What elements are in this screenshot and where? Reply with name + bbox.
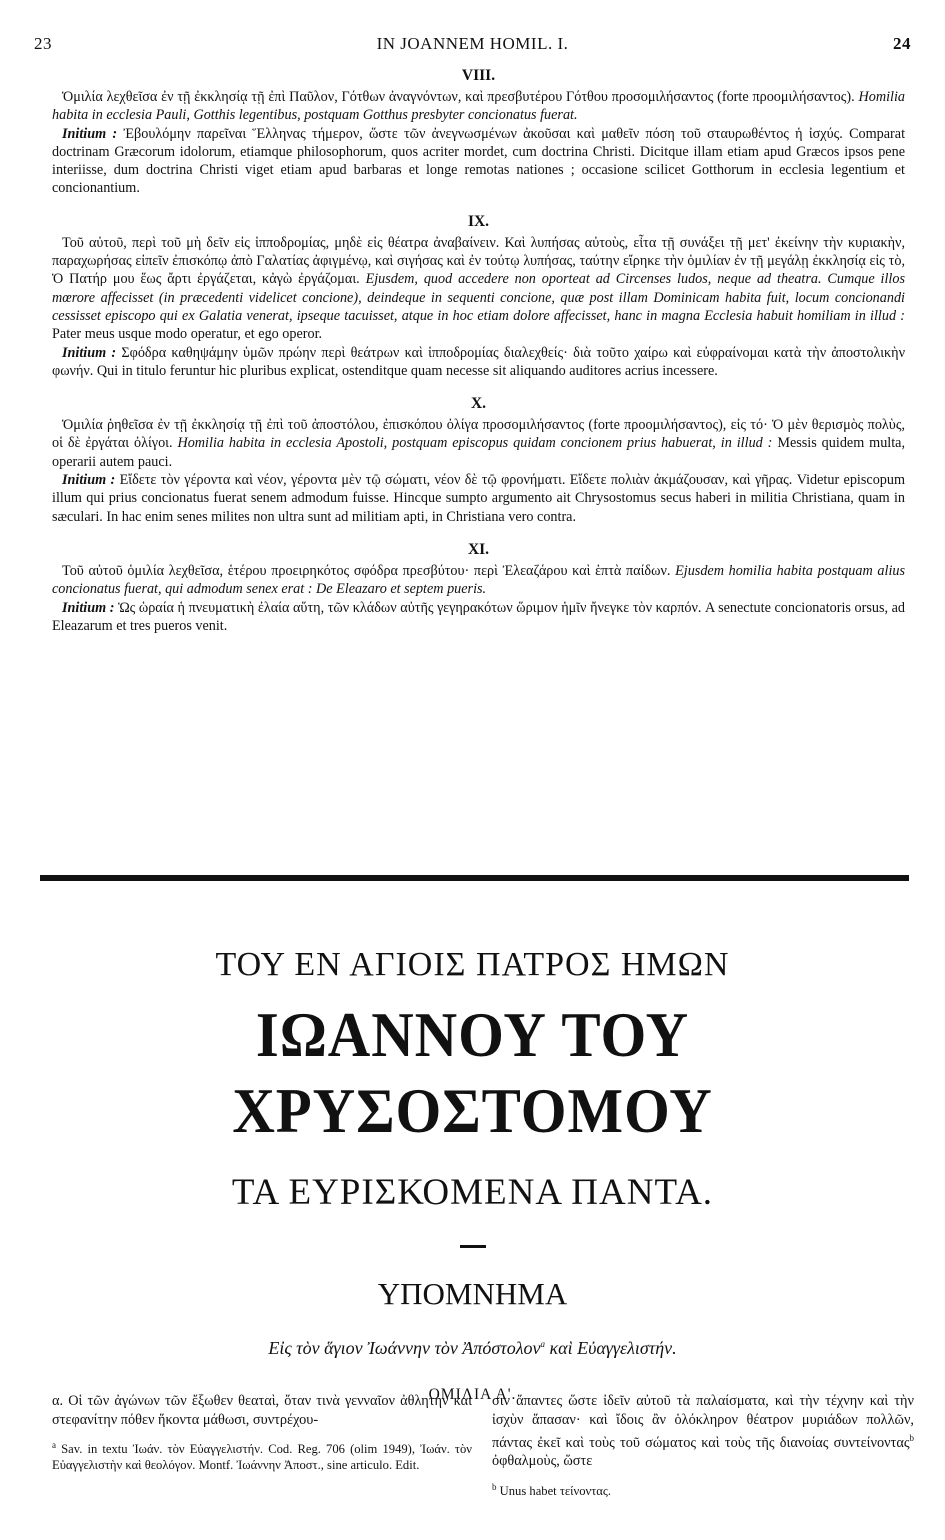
initium-latin: Qui in titulo feruntur hic pluribus explicat, ostenditque quam necesse sit aliquando auditores acrius incessere. bbox=[96, 362, 718, 379]
section-xi bbox=[52, 538, 905, 635]
heading-greek: Τοῦ αὐτοῦ ὁμιλία λεχθεῖσα, ἑτέρου προειρηκότος σφόδρα πρεσβύτου· περὶ Ἐλεαζάρου καὶ ἑπτὰ παίδων. bbox=[62, 562, 671, 579]
section-heading bbox=[52, 234, 905, 344]
section-number: X. bbox=[470, 395, 487, 413]
initium-label: Initium : bbox=[62, 599, 115, 616]
column-right bbox=[492, 1392, 914, 1499]
initium-latin: Videtur episcopum illum qui prius concionatus fuerat senem admodum fuisse. Hincque sumpto argumento ait Chrysostomus secus haberi in militia Christiana, quam in sæculari. In hac enim senes milites non ultra sunt ad militiam apti, in Christiana vero contra. bbox=[52, 472, 906, 525]
title-block bbox=[0, 945, 945, 1406]
initium-greek: Ἐβουλόμην παρεῖναι Ἕλληνας τήμερον, ὥστε τῶν ἀνεγνωσμένων ἀκοῦσαι καὶ μαθεῖν πόση τοῦ σταυρωθέντος ἡ ἰσχύς. bbox=[123, 125, 843, 142]
footnote-b-text: Unus habet τείνοντας. bbox=[499, 1483, 612, 1498]
heading-greek: Ὁμιλία λεχθεῖσα ἐν τῇ ἐκκλησίᾳ τῇ ἐπὶ Παῦλον, Γότθων ἀναγνόντων, καὶ πρεσβυτέρου Γότθου προσομιλήσαντος (forte προομιλήσαντος). bbox=[62, 89, 855, 105]
section-heading bbox=[52, 416, 905, 471]
footnote-a-mark: a bbox=[52, 1440, 56, 1450]
heading-greek: Τοῦ αὐτοῦ, περὶ τοῦ μὴ δεῖν εἰς ἱπποδρομίας, μηδὲ εἰς θέατρα ἀναβαίνειν. Καὶ λυπήσας αὐτοὺς, εἶτα τῇ συνάξει τῇ μετ' ἐκείνην τὴν κυριακὴν, παραχωρήσας εἰπεῖν ἐπισκόπῳ ἀπὸ Γαλατίας ἀφιγμένῳ, καὶ σιγήσας καὶ ἐν τούτῳ λυπήσας, ταύτην εἴρηκε τὴν ὁμιλίαν ἐν τῇ μεγάλῃ ἐκκλησίᾳ εἰς τὸ, Ὁ Πατήρ μου ἕως ἄρτι ἐργάζεται, κἀγὼ ἐργάζομαι. bbox=[52, 234, 905, 288]
running-head bbox=[34, 34, 911, 58]
section-initium bbox=[52, 125, 905, 198]
title-line-5-tail: καὶ Εὐαγγελιστήν. bbox=[549, 1338, 677, 1358]
body-text-right-main: σιν ἅπαντες ὥστε ἰδεῖν αὐτοῦ τὰ παλαίσματα, καὶ τὴν τέχνην καὶ τὴν ἰσχὺν ἅπασαν· καὶ ἴδοις ἂν ὁλόκληρον θέατρον μυριάδων πολλῶν, πάντας ἐκεῖ καὶ τοὺς τοῦ σώματος καὶ τοὺς τῆς διανοίας συντείνοντας bbox=[492, 1393, 914, 1451]
heading-latin: Ejusdem homilia habita postquam alius concionatus fuerat, qui admodum senex erat : De Eleazaro et septem pueris. bbox=[52, 562, 905, 598]
heading-greek: Ὁμιλία ῥηθεῖσα ἐν τῇ ἐκκλησίᾳ τῇ ἐπὶ τοῦ ἀποστόλου, ἐπισκόπου ὀλίγα προσομιλήσαντος (forte προομιλήσαντος), εἰς τό· Ὁ μὲν θερισμὸς πολὺς, οἱ δὲ ἐργάται ὀλίγοι. bbox=[52, 417, 905, 452]
title-line-1: ΤΟΥ ΕΝ ΑΓΙΟΙΣ ΠΑΤΡΟΣ ΗΜΩΝ bbox=[215, 946, 730, 983]
initium-label: Initium : bbox=[62, 125, 118, 142]
initium-latin: A senectute concionatoris orsus, ad Eleazarum et tres pueros venit. bbox=[52, 599, 906, 634]
page-number-left: 23 bbox=[34, 34, 52, 53]
title-line-3: ΤΑ ΕΥΡΙΣΚΟΜΕΝΑ ΠΑΝΤΑ. bbox=[231, 1172, 714, 1213]
running-title: IN JOANNEM HOMIL. I. bbox=[376, 34, 569, 53]
footnote-a bbox=[52, 1437, 472, 1473]
title-line-4: ΥΠΟΜΝΗΜΑ bbox=[377, 1276, 568, 1311]
section-heading bbox=[52, 562, 905, 599]
section-number: XI. bbox=[467, 540, 490, 558]
initium-label: Initium : bbox=[62, 472, 116, 489]
page-number-right: 24 bbox=[893, 34, 911, 53]
section-x bbox=[52, 392, 905, 526]
body-text-right bbox=[492, 1392, 914, 1471]
title-line-2: ΙΩΑΝΝΟΥ ΤΟΥ ΧΡΥΣΟΣΤΟΜΟΥ bbox=[232, 999, 713, 1146]
column-left bbox=[52, 1392, 472, 1473]
section-number: IX. bbox=[467, 212, 490, 230]
heading-latin: Homilia habita in ecclesia Apostoli, postquam episcopus quidam concionem prius habuerat, in illud : bbox=[177, 435, 773, 452]
initium-label: Initium : bbox=[62, 344, 117, 361]
section-ix bbox=[52, 210, 905, 380]
body-columns bbox=[52, 1392, 915, 1532]
body-text-right-tail: ὀφθαλμοὺς, ὥστε bbox=[492, 1453, 593, 1470]
title-dash bbox=[460, 1245, 486, 1248]
heading-latin: Ejusdem, quod accedere non oporteat ad Circenses ludos, neque ad theatra. Cumque illos mœrore affecisset (in præcedenti videlicet concione), deindeque in sequenti concione, quæ post illam Dominicam habita fuit, locum concionandi cessisset episcopo qui ex Galatia venerat, ipseque tacuisset, atque in hoc etiam dolore affecisset, hanc in magna Ecclesia habuit homiliam in illud : bbox=[52, 271, 905, 324]
homily-list bbox=[52, 64, 905, 635]
title-line-5 bbox=[0, 1332, 945, 1360]
heading-latin: Homilia habita in ecclesia Pauli, Gotthis legentibus, postquam Gotthus presbyter concionatus fuerat. bbox=[52, 89, 905, 124]
section-heading bbox=[52, 88, 905, 125]
footnote-mark-a: a bbox=[540, 1339, 545, 1349]
section-initium bbox=[52, 599, 905, 636]
section-initium bbox=[52, 344, 905, 381]
section-viii bbox=[52, 64, 905, 198]
section-number: VIII. bbox=[461, 67, 496, 84]
footnote-b bbox=[492, 1479, 914, 1499]
footnote-a-text: Sav. in textu Ἰωάν. τὸν Εὐαγγελιστήν. Cod. Reg. 706 (olim 1949), Ἰωάν. τὸν Εὐαγγελιστὴν καὶ θεολόγον. Montf. Ἰωάννην Ἀποστ., sine articulo. Edit. bbox=[52, 1442, 472, 1473]
section-initium bbox=[52, 471, 905, 526]
title-line-5-text: Εἰς τὸν ἅγιον Ἰωάννην τὸν Ἀπόστολον bbox=[268, 1338, 541, 1358]
heading-latin-quote: Messis quidem multa, operarii autem pauci. bbox=[52, 435, 906, 470]
homily-number: ΟΜΙΛΙΑ Α'. bbox=[428, 1386, 517, 1403]
initium-greek: Ὡς ὡραία ἡ πνευματικὴ ἐλαία αὕτη, τῶν κλάδων αὐτῆς γεγηρακότων ὥριμον ἡμῖν ἤνεγκε τὸν καρπόν. bbox=[118, 599, 702, 616]
initium-greek: Εἴδετε τὸν γέροντα καὶ νέον, γέροντα μὲν τῷ σώματι, νέον δὲ τῷ φρονήματι. Εἴδετε πολιὰν ἀκμάζουσαν, καὶ γῆρας. bbox=[119, 472, 793, 489]
heading-latin-quote: Pater meus usque modo operatur, et ego operor. bbox=[52, 326, 323, 343]
heavy-divider-rule bbox=[40, 875, 909, 881]
footnote-mark-b: b bbox=[909, 1433, 914, 1443]
footnote-b-mark: b bbox=[492, 1481, 497, 1492]
body-text-left: α. Οἱ τῶν ἀγώνων τῶν ἔξωθεν θεαταὶ, ὅταν τινὰ γενναῖον ἀθλητὴν καὶ στεφανίτην πόθεν ἥκοντα μάθωσι, συντρέχου- bbox=[52, 1393, 472, 1428]
initium-latin: Comparat doctrinam Græcorum idolorum, etiamque philosophorum, quos acriter mordet, cum doctrina Christi. Dicitque illam etiam apud Græcos ipsos pene interiisse, dum doctrina Christi viget etiam apud barbaras et longe remotas nationes ; occasione scilicet Gotthorum in ecclesia legentium et concionantium. bbox=[52, 125, 906, 197]
initium-greek: Σφόδρα καθηψάμην ὑμῶν πρώην περὶ θεάτρων καὶ ἱπποδρομίας διαλεχθείς· διὰ τοῦτο χαίρω καὶ εὐφραίνομαι κατὰ τὴν ἀποστολικὴν φωνήν. bbox=[52, 344, 905, 379]
